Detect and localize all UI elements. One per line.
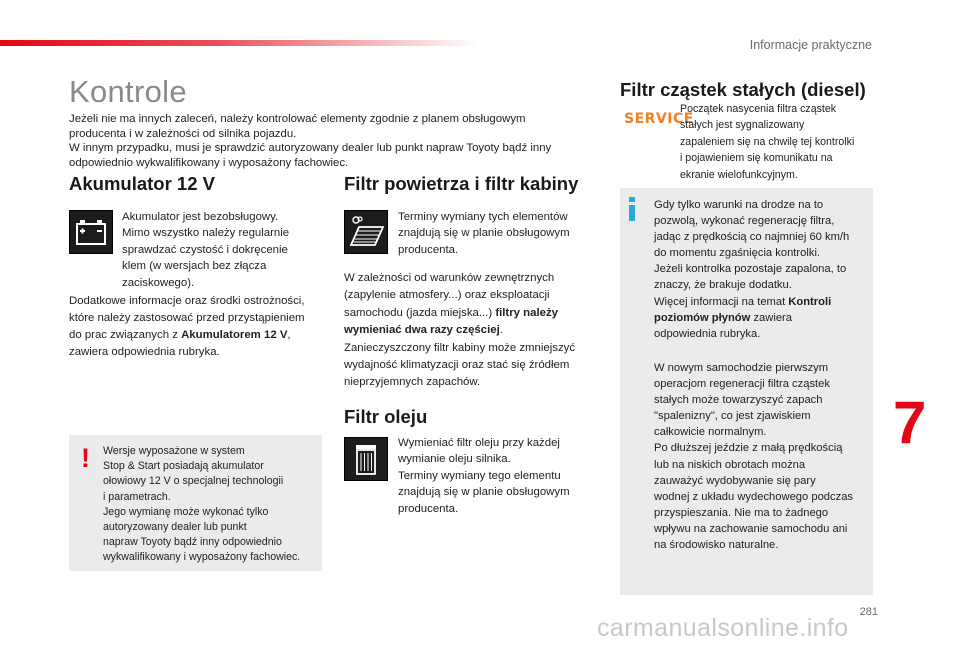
fluid-levels-reference: Kontroli (788, 295, 832, 308)
new-car-line: na środowisko naturalne. (654, 539, 779, 552)
emphasis-text: wymieniać dwa razy częściej (344, 324, 500, 337)
air-filter-detail-line: W zależności od warunków zewnętrznych (344, 272, 555, 284)
warning-line: i parametrach. (103, 490, 171, 503)
new-car-line: stałych może towarzyszyć zapach (654, 394, 823, 407)
oil-filter-icon (344, 437, 388, 481)
air-filter-line: Terminy wymiany tych elementów (398, 211, 568, 223)
new-car-line: zauważyć wydobywanie się pary (654, 474, 816, 487)
new-car-text (654, 360, 872, 553)
warning-line: Jego wymianę może wykonać tylko (103, 505, 269, 518)
battery-heading: Akumulator 12 V (69, 173, 215, 194)
new-car-line: W nowym samochodzie pierwszym (654, 362, 829, 374)
emphasis-text: filtry należy (495, 306, 558, 319)
new-car-line: całkowicie normalnym. (654, 426, 767, 439)
info-line: znaczy, że brakuje dodatku. (654, 279, 792, 292)
oil-filter-line: wymianie oleju silnika. (398, 453, 511, 466)
air-filter-line: producenta. (398, 243, 459, 256)
warning-line: ołowiowy 12 V o specjalnej technologii (103, 475, 284, 488)
battery-more-text (69, 293, 329, 361)
warning-line: Stop & Start posiadają akumulator (103, 460, 264, 473)
section-header: Informacje praktyczne (749, 38, 872, 52)
service-line: i pojawieniem się komunikatu na (680, 152, 833, 165)
chapter-number: 7 (893, 389, 927, 456)
air-filter-detail-line (344, 322, 604, 339)
battery-reference: Akumulatorem 12 V (181, 329, 288, 341)
info-line: do momentu zgaśnięcia kontrolki. (654, 247, 821, 260)
info-line: odpowiednia rubryka. (654, 327, 761, 340)
battery-line: Akumulator jest bezobsługowy. (122, 211, 279, 223)
service-warning-icon: SERVICE (624, 111, 694, 127)
text-span: , (287, 329, 291, 341)
header-accent-bar (0, 40, 480, 46)
intro-line: odpowiednio wykwalifikowany i wyposażony fachowiec. (69, 156, 349, 169)
new-car-line: operacjom regeneracji filtra cząstek (654, 378, 830, 391)
watermark: carmanualsonline.info (597, 614, 849, 642)
air-filter-detail-line: Zanieczyszczony filtr kabiny może zmniejszyć (344, 341, 576, 354)
air-filter-icon (344, 210, 388, 254)
oil-filter-line: producenta. (398, 502, 459, 515)
new-car-line: przyspieszania. Nie ma to żadnego (654, 506, 829, 519)
oil-filter-heading: Filtr oleju (344, 406, 428, 427)
oil-filter-line: Terminy wymiany tego elementu (398, 469, 561, 482)
warning-line: Wersje wyposażone w system (103, 445, 245, 457)
intro-line: W innym przypadku, musi je sprawdzić autoryzowany dealer lub punkt napraw Toyoty bądź inny (69, 142, 552, 155)
service-line: stałych jest sygnalizowany (680, 119, 805, 132)
page-number: 281 (859, 606, 878, 618)
info-line: jadąc z prędkością co najmniej 60 km/h (654, 231, 850, 244)
service-line: ekranie wielofunkcyjnym. (680, 168, 798, 181)
battery-icon (69, 210, 113, 254)
oil-filter-line: znajdują się w planie obsługowym (398, 486, 570, 499)
intro-line: producenta i w zależności od silnika pojazdu. (69, 127, 297, 140)
service-line: Początek nasycenia filtra cząstek (680, 103, 837, 115)
intro-text (69, 112, 599, 170)
battery-more-line: które należy zastosować przed przystąpieniem (69, 312, 305, 324)
warning-line: wykwalifikowany i wyposażony fachowiec. (103, 551, 301, 564)
intro-line: Jeżeli nie ma innych zaleceń, należy kontrolować elementy zgodnie z planem obsługowym (69, 113, 526, 125)
battery-text (122, 209, 322, 291)
page-title: Kontrole (69, 74, 187, 109)
battery-line: Mimo wszystko należy regularnie (122, 227, 290, 240)
air-filter-detail-line: (zapylenie atmosfery...) oraz eksploatacji (344, 289, 550, 302)
battery-more-line: Dodatkowe informacje oraz środki ostrożności, (69, 295, 305, 307)
text-span: samochodu (jazda miejska...) (344, 306, 496, 319)
warning-line: autoryzowany dealer lub punkt (103, 521, 247, 534)
info-icon (625, 196, 639, 222)
air-filter-detail-line: wydajność klimatyzacji oraz stać się źródłem (344, 359, 570, 372)
text-span: Więcej informacji na temat (654, 295, 789, 308)
air-filter-heading: Filtr powietrza i filtr kabiny (344, 173, 579, 194)
new-car-line: lub na niskich obrotach można (654, 458, 806, 471)
oil-filter-line: Wymieniać filtr oleju przy każdej (398, 437, 560, 449)
new-car-line: "spalenizny", co jest zjawiskiem (654, 410, 811, 423)
info-text (654, 197, 872, 342)
oil-filter-text (398, 435, 598, 517)
warning-text (103, 444, 321, 566)
new-car-line: wodnej z układu wydechowego podczas (654, 490, 854, 503)
fluid-levels-reference: poziomów płynów (654, 311, 751, 324)
exclamation-icon: ! (81, 443, 90, 473)
new-car-line: Po dłuższej jeździe z małą prędkością (654, 442, 843, 455)
info-line: Gdy tylko warunki na drodze na to (654, 199, 824, 211)
air-filter-detail-line (344, 305, 604, 322)
service-text (680, 101, 880, 183)
air-filter-details (344, 270, 604, 392)
info-line: pozwolą, wykonać regenerację filtra, (654, 215, 835, 228)
new-car-line: wpływu na zachowanie samochodu ani (654, 522, 848, 535)
battery-line: sprawdzać czystość i dokręcenie (122, 243, 288, 256)
warning-line: napraw Toyoty bądź inny odpowiednio (103, 536, 282, 549)
battery-line: zaciskowego). (122, 276, 195, 289)
text-span: zawiera (750, 311, 793, 324)
air-filter-text (398, 209, 598, 258)
text-span: . (499, 324, 503, 337)
air-filter-detail-line: nieprzyjemnych zapachów. (344, 376, 481, 389)
text-span: do prac związanych z (69, 329, 182, 341)
info-line (654, 310, 872, 326)
air-filter-line: znajdują się w planie obsługowym (398, 227, 570, 240)
info-line: Jeżeli kontrolka pozostaje zapalona, to (654, 263, 847, 276)
battery-more-line: zawiera odpowiednia rubryka. (69, 346, 220, 358)
service-line: zapaleniem się na chwilę tej kontrolki (680, 135, 855, 148)
battery-more-line (69, 327, 329, 344)
dpf-heading: Filtr cząstek stałych (diesel) (620, 79, 866, 100)
battery-line: klem (w wersjach bez złącza (122, 260, 267, 273)
info-line (654, 294, 872, 310)
